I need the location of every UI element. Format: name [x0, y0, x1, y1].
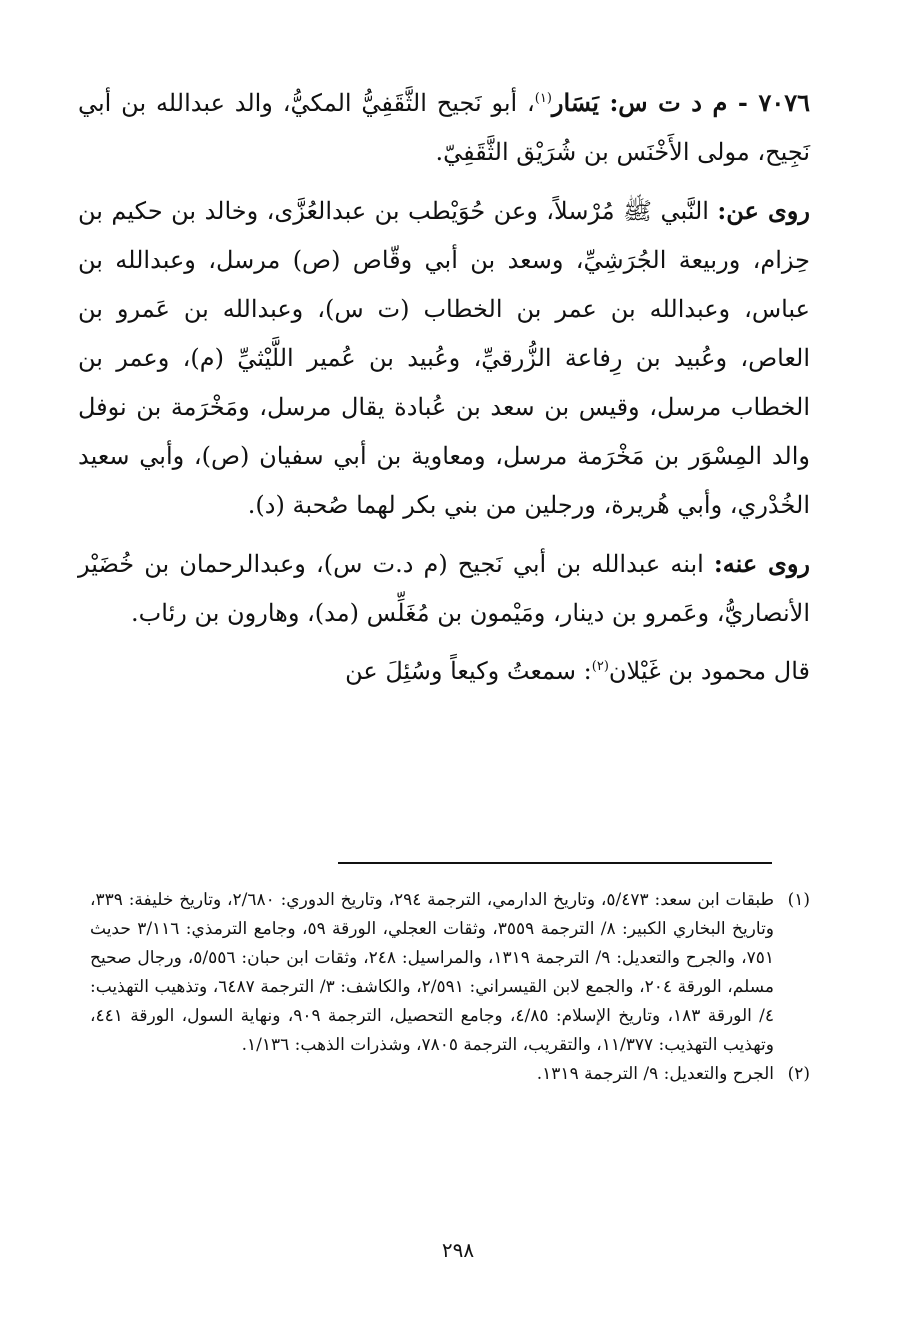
narrated-by-text: ابنه عبدالله بن أبي نَجيح (م د.ت س)، وعبدالرحمان بن خُضَيْر الأنصاريُّ، وعَمرو بن دينار، ومَيْمون بن مُغَلِّس (مد)، وهارون بن رئاب. — [78, 550, 810, 627]
footnote — [90, 886, 810, 1060]
entry-heading-paragraph — [78, 78, 810, 177]
narrated-from-paragraph — [78, 186, 810, 530]
footnote-number: (١) — [787, 890, 810, 910]
narrated-by-paragraph — [78, 539, 810, 638]
main-text — [78, 78, 810, 705]
quote-paragraph — [78, 647, 810, 696]
footnote-number: (٢) — [787, 1064, 810, 1084]
quote-rest: : سمعتُ وكيعاً وسُئِلَ عن — [345, 657, 592, 685]
footnote-marker-2: (٢) — [591, 659, 609, 674]
footnote-separator — [338, 862, 772, 864]
footnotes — [90, 886, 810, 1089]
narrated-from-label: روى عن: — [717, 196, 810, 225]
footnote-text: الجرح والتعديل: ٩/ الترجمة ١٣١٩. — [536, 1064, 774, 1084]
footnote — [90, 1060, 810, 1089]
footnote-marker-1: (١) — [534, 91, 552, 106]
footnote-text: طبقات ابن سعد: ٥/٤٧٣، وتاريخ الدارمي، الترجمة ٢٩٤، وتاريخ الدوري: ٢/٦٨٠، وتاريخ خليفة: ٣٣٩، وتاريخ البخاري الكبير: ٨/ الترجمة ٣٥٥٩، وثقات العجلي، الورقة ٥٩، وجامع الترمذي: ٣/١١٦ حديث ٧٥١، والجرح والتعديل: ٩/ الترجمة ١٣١٩، والمراسيل: ٢٤٨، وثقات ابن حبان: ٥/٥٥٦، ورجال صحيح مسلم، الورقة ٢٠٤، والجمع لابن القيسراني: ٢/٥٩١، والكاشف: ٣/ الترجمة ٦٤٨٧، وتذهيب التهذيب: ٤/ الورقة ١٨٣، وتاريخ الإسلام: ٤/٨٥، وجامع التحصيل، الترجمة ٩٠٩، ونهاية السول، الورقة ٤٤١، وتهذيب التهذيب: ١١/٣٧٧، والتقريب، الترجمة ٧٨٠٥، وشذرات الذهب: ١/١٣٦. — [90, 890, 775, 1055]
entry-heading: ٧٠٧٦ - م د ت س: يَسَار — [551, 88, 811, 117]
narrated-from-text: النَّبي ﷺ مُرْسلاً، وعن حُوَيْطب بن عبدالعُزَّى، وخالد بن حكيم بن حِزام، وربيعة الجُرَشِيِّ، وسعد بن أبي وقّاص (ص) مرسل، وعبدالله بن عباس، وعبدالله بن عمر بن الخطاب (ت س)، وعبدالله بن عَمرو بن العاص، وعُبيد بن رِفاعة الزُّرقيِّ، وعُبيد بن عُمير اللَّيْثيِّ (م)، وعمر بن الخطاب مرسل، وقيس بن سعد بن عُبادة يقال مرسل، ومَخْرَمة بن نوفل والد المِسْوَر بن مَخْرَمة مرسل، ومعاوية بن أبي سفيان (ص)، وأبي سعيد الخُدْري، وأبي هُريرة، ورجلين من بني بكر لهما صُحبة (د). — [78, 197, 810, 519]
quote-text: قال محمود بن غَيْلان — [608, 657, 810, 685]
entry-heading-rest: ، أبو نَجيح الثَّقَفِيُّ المكيُّ، والد عبدالله بن أبي نَجِيح، مولى الأَخْنَس بن شُرَيْق الثَّقَفِيّ. — [78, 89, 810, 166]
page-number: ٢٩٨ — [441, 1238, 475, 1262]
narrated-by-label: روى عنه: — [713, 549, 810, 578]
